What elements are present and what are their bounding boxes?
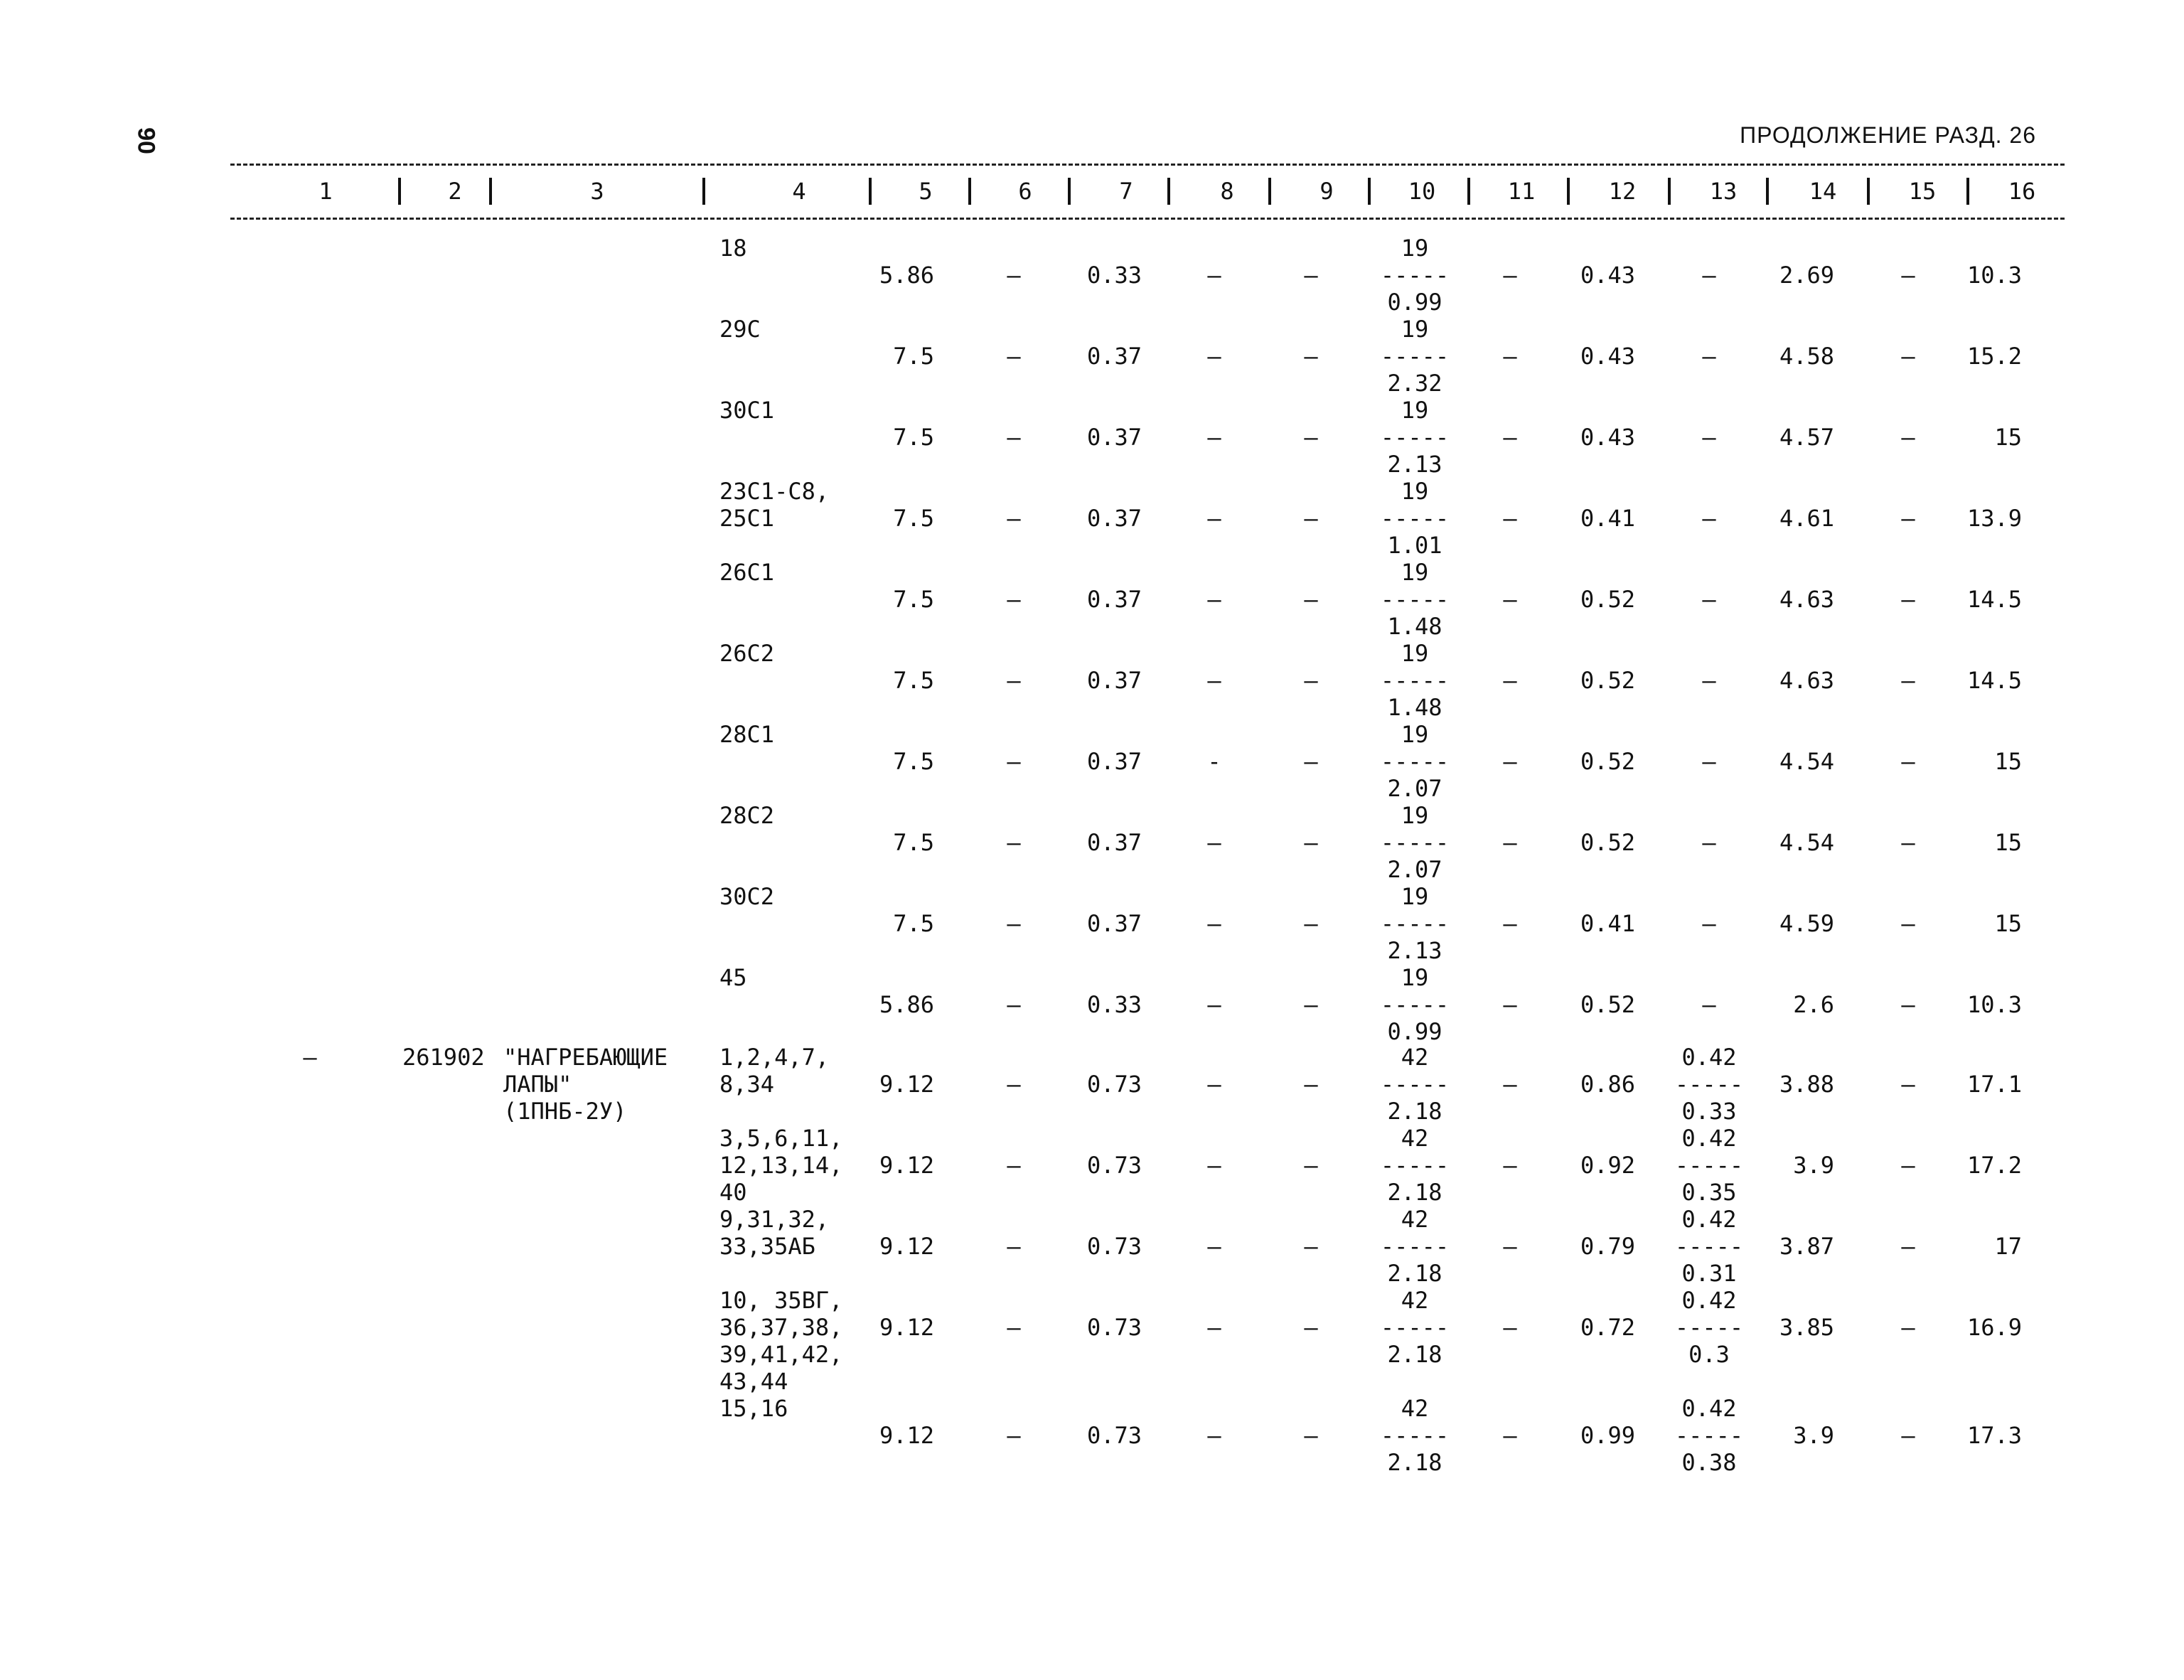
cell-col-15: – xyxy=(1901,667,1915,694)
fraction-bar: ----- xyxy=(1380,1422,1450,1449)
fraction-denominator: 2.18 xyxy=(1387,1341,1442,1368)
cell-col-12: 0.52 xyxy=(1580,991,1635,1018)
cell-col-8: – xyxy=(1207,1071,1221,1098)
fraction-denominator: 2.18 xyxy=(1387,1179,1442,1206)
column-header-9: 9 xyxy=(1320,178,1334,205)
item-number-line: 8,34 xyxy=(719,1071,775,1098)
cell-col-12: 0.92 xyxy=(1580,1152,1635,1179)
group-code: 261902 xyxy=(402,1044,485,1071)
cell-col-15: – xyxy=(1901,262,1915,289)
cell-col-13: – xyxy=(1702,586,1716,613)
cell-col-11: – xyxy=(1503,1233,1517,1260)
cell-col-11: – xyxy=(1503,424,1517,451)
fraction-numerator: 19 xyxy=(1401,478,1429,505)
fraction-bar: ----- xyxy=(1380,586,1450,613)
cell-col-9: – xyxy=(1304,991,1318,1018)
fraction-numerator: 19 xyxy=(1401,964,1429,991)
header-bottom-rule xyxy=(230,218,2065,220)
fraction-bar: ----- xyxy=(1380,1152,1450,1179)
cell-col-9: – xyxy=(1304,1152,1318,1179)
cell-col-8: – xyxy=(1207,1152,1221,1179)
fraction-numerator: 0.42 xyxy=(1681,1125,1737,1152)
cell-col-16: 10.3 xyxy=(1966,991,2022,1018)
cell-col-12: 0.52 xyxy=(1580,586,1635,613)
cell-col-15: – xyxy=(1901,1071,1915,1098)
cell-col-5: 9.12 xyxy=(879,1314,934,1341)
cell-col-15: – xyxy=(1901,748,1915,775)
cell-col-11: – xyxy=(1503,667,1517,694)
cell-col-7: 0.37 xyxy=(1086,910,1142,937)
cell-col-14: 2.69 xyxy=(1779,262,1834,289)
cell-col-12: 0.99 xyxy=(1580,1422,1635,1449)
fraction-denominator: 0.99 xyxy=(1387,1018,1442,1045)
cell-col-5: 9.12 xyxy=(879,1071,934,1098)
cell-col-7: 0.73 xyxy=(1086,1422,1142,1449)
cell-col-7: 0.73 xyxy=(1086,1314,1142,1341)
cell-col-12: 0.52 xyxy=(1580,667,1635,694)
fraction-bar: ----- xyxy=(1674,1071,1744,1098)
fraction-bar: ----- xyxy=(1380,991,1450,1018)
cell-col-6: – xyxy=(1007,748,1021,775)
cell-col-9: – xyxy=(1304,829,1318,856)
cell-col-11: – xyxy=(1503,748,1517,775)
fraction-numerator: 19 xyxy=(1401,316,1429,343)
cell-col-14: 4.54 xyxy=(1779,748,1834,775)
column-separator xyxy=(1167,178,1170,205)
cell-col-7: 0.37 xyxy=(1086,667,1142,694)
cell-col-7: 0.37 xyxy=(1086,343,1142,370)
column-header-5: 5 xyxy=(919,178,933,205)
cell-col-12: 0.41 xyxy=(1580,910,1635,937)
cell-col-16: 13.9 xyxy=(1966,505,2022,532)
fraction-bar: ----- xyxy=(1674,1422,1744,1449)
item-number-line: 26С2 xyxy=(719,640,775,667)
cell-col-7: 0.33 xyxy=(1086,262,1142,289)
cell-col-7: 0.37 xyxy=(1086,586,1142,613)
column-separator xyxy=(1766,178,1769,205)
fraction-denominator: 2.13 xyxy=(1387,937,1442,964)
cell-col-8: – xyxy=(1207,424,1221,451)
group-title-line-2: ЛАПЫ" xyxy=(503,1071,572,1098)
item-number-line: 25С1 xyxy=(719,505,775,532)
cell-col-6: – xyxy=(1007,1152,1021,1179)
cell-col-6: – xyxy=(1007,505,1021,532)
column-separator xyxy=(1867,178,1870,205)
column-separator xyxy=(1268,178,1271,205)
cell-col-7: 0.73 xyxy=(1086,1152,1142,1179)
cell-col-7: 0.73 xyxy=(1086,1233,1142,1260)
item-number-line: 23С1-С8, xyxy=(719,478,830,505)
column-header-13: 13 xyxy=(1709,178,1738,205)
column-header-8: 8 xyxy=(1220,178,1234,205)
cell-col-9: – xyxy=(1304,424,1318,451)
item-number-line: 45 xyxy=(719,964,747,991)
fraction-denominator: 2.07 xyxy=(1387,856,1442,883)
cell-col-5: 7.5 xyxy=(893,829,934,856)
column-separator xyxy=(398,178,401,205)
group-title-line-3: (1ПНБ-2У) xyxy=(503,1098,627,1125)
fraction-numerator: 19 xyxy=(1401,559,1429,586)
cell-col-5: 9.12 xyxy=(879,1422,934,1449)
cell-col-9: – xyxy=(1304,586,1318,613)
item-number-line: 15,16 xyxy=(719,1395,788,1422)
cell-col-15: – xyxy=(1901,1233,1915,1260)
fraction-bar: ----- xyxy=(1380,910,1450,937)
fraction-bar: ----- xyxy=(1380,343,1450,370)
fraction-bar: ----- xyxy=(1380,424,1450,451)
cell-col-14: 2.6 xyxy=(1793,991,1834,1018)
cell-col-16: 14.5 xyxy=(1966,586,2022,613)
cell-col-5: 9.12 xyxy=(879,1152,934,1179)
cell-col-16: 14.5 xyxy=(1966,667,2022,694)
fraction-bar: ----- xyxy=(1380,262,1450,289)
item-number-line: 40 xyxy=(719,1179,747,1206)
column-header-4: 4 xyxy=(792,178,806,205)
cell-col-13: – xyxy=(1702,667,1716,694)
cell-col-16: 15 xyxy=(1994,910,2022,937)
column-separator xyxy=(1567,178,1570,205)
fraction-numerator: 19 xyxy=(1401,802,1429,829)
fraction-bar: ----- xyxy=(1380,1071,1450,1098)
cell-col-6: – xyxy=(1007,991,1021,1018)
cell-col-7: 0.37 xyxy=(1086,748,1142,775)
cell-col-12: 0.43 xyxy=(1580,424,1635,451)
cell-col-14: 4.57 xyxy=(1779,424,1834,451)
cell-col-5: 7.5 xyxy=(893,424,934,451)
cell-col-15: – xyxy=(1901,424,1915,451)
cell-col-11: – xyxy=(1503,1314,1517,1341)
cell-col-8: – xyxy=(1207,505,1221,532)
fraction-denominator: 1.01 xyxy=(1387,532,1442,559)
fraction-denominator: 0.99 xyxy=(1387,289,1442,316)
cell-col-8: – xyxy=(1207,829,1221,856)
fraction-bar: ----- xyxy=(1380,1233,1450,1260)
cell-col-16: 17 xyxy=(1994,1233,2022,1260)
fraction-denominator: 0.33 xyxy=(1681,1098,1737,1125)
column-separator xyxy=(702,178,705,205)
cell-col-16: 17.3 xyxy=(1966,1422,2022,1449)
fraction-numerator: 19 xyxy=(1401,397,1429,424)
item-number-line: 30С1 xyxy=(719,397,775,424)
cell-col-15: – xyxy=(1901,505,1915,532)
cell-col-11: – xyxy=(1503,1071,1517,1098)
cell-col-14: 3.88 xyxy=(1779,1071,1834,1098)
item-number-line: 39,41,42, xyxy=(719,1341,843,1368)
fraction-denominator: 0.3 xyxy=(1688,1341,1730,1368)
fraction-numerator: 0.42 xyxy=(1681,1044,1737,1071)
cell-col-7: 0.37 xyxy=(1086,424,1142,451)
cell-col-6: – xyxy=(1007,910,1021,937)
cell-col-15: – xyxy=(1901,1152,1915,1179)
fraction-numerator: 42 xyxy=(1401,1395,1429,1422)
column-header-14: 14 xyxy=(1809,178,1837,205)
fraction-numerator: 0.42 xyxy=(1681,1287,1737,1314)
cell-col-8: – xyxy=(1207,667,1221,694)
header-top-rule xyxy=(230,164,2065,166)
cell-col-9: – xyxy=(1304,262,1318,289)
column-separator xyxy=(489,178,492,205)
cell-col-11: – xyxy=(1503,991,1517,1018)
cell-col-16: 15 xyxy=(1994,748,2022,775)
section-title: ПРОДОЛЖЕНИЕ РАЗД. 26 xyxy=(1740,122,2036,148)
cell-col-11: – xyxy=(1503,1422,1517,1449)
cell-col-6: – xyxy=(1007,1314,1021,1341)
fraction-bar: ----- xyxy=(1674,1314,1744,1341)
fraction-denominator: 2.18 xyxy=(1387,1260,1442,1287)
cell-col-13: – xyxy=(1702,991,1716,1018)
column-header-12: 12 xyxy=(1608,178,1637,205)
cell-col-7: 0.33 xyxy=(1086,991,1142,1018)
cell-col-14: 4.63 xyxy=(1779,586,1834,613)
fraction-bar: ----- xyxy=(1380,505,1450,532)
column-separator xyxy=(1966,178,1969,205)
fraction-denominator: 0.38 xyxy=(1681,1449,1737,1476)
fraction-denominator: 1.48 xyxy=(1387,613,1442,640)
fraction-numerator: 19 xyxy=(1401,235,1429,262)
cell-col-13: – xyxy=(1702,505,1716,532)
cell-col-9: – xyxy=(1304,343,1318,370)
cell-col-7: 0.37 xyxy=(1086,829,1142,856)
item-number-line: 26С1 xyxy=(719,559,775,586)
cell-col-12: 0.86 xyxy=(1580,1071,1635,1098)
cell-col-13: – xyxy=(1702,748,1716,775)
fraction-numerator: 19 xyxy=(1401,721,1429,748)
cell-col-16: 15 xyxy=(1994,829,2022,856)
fraction-numerator: 42 xyxy=(1401,1206,1429,1233)
cell-col-5: 5.86 xyxy=(879,991,934,1018)
item-number-line: 43,44 xyxy=(719,1368,788,1395)
cell-col-9: – xyxy=(1304,1422,1318,1449)
fraction-denominator: 2.32 xyxy=(1387,370,1442,397)
cell-col-9: – xyxy=(1304,1314,1318,1341)
cell-col-6: – xyxy=(1007,424,1021,451)
column-header-11: 11 xyxy=(1507,178,1536,205)
cell-col-14: 3.9 xyxy=(1793,1152,1834,1179)
cell-col-16: 17.1 xyxy=(1966,1071,2022,1098)
cell-col-11: – xyxy=(1503,505,1517,532)
cell-col-6: – xyxy=(1007,343,1021,370)
cell-col-11: – xyxy=(1503,262,1517,289)
fraction-denominator: 2.07 xyxy=(1387,775,1442,802)
cell-col-6: – xyxy=(1007,667,1021,694)
cell-col-8: – xyxy=(1207,1314,1221,1341)
cell-col-9: – xyxy=(1304,505,1318,532)
item-number-line: 28С2 xyxy=(719,802,775,829)
cell-col-5: 7.5 xyxy=(893,586,934,613)
cell-col-9: – xyxy=(1304,910,1318,937)
cell-col-12: 0.43 xyxy=(1580,343,1635,370)
cell-col-6: – xyxy=(1007,262,1021,289)
item-number-line: 29С xyxy=(719,316,761,343)
cell-col-6: – xyxy=(1007,586,1021,613)
cell-col-14: 4.58 xyxy=(1779,343,1834,370)
fraction-numerator: 42 xyxy=(1401,1044,1429,1071)
cell-col-11: – xyxy=(1503,829,1517,856)
fraction-numerator: 42 xyxy=(1401,1287,1429,1314)
cell-col-6: – xyxy=(1007,829,1021,856)
cell-col-9: – xyxy=(1304,1071,1318,1098)
group-title-line-1: "НАГРЕБАЮЩИЕ xyxy=(503,1044,668,1071)
item-number-line: 28С1 xyxy=(719,721,775,748)
cell-col-14: 3.87 xyxy=(1779,1233,1834,1260)
cell-col-15: – xyxy=(1901,910,1915,937)
fraction-bar: ----- xyxy=(1674,1233,1744,1260)
cell-col-16: 17.2 xyxy=(1966,1152,2022,1179)
cell-col-11: – xyxy=(1503,910,1517,937)
cell-col-9: – xyxy=(1304,748,1318,775)
cell-col-5: 7.5 xyxy=(893,910,934,937)
cell-col-13: – xyxy=(1702,910,1716,937)
item-number-line: 9,31,32, xyxy=(719,1206,830,1233)
column-header-2: 2 xyxy=(448,178,462,205)
fraction-numerator: 0.42 xyxy=(1681,1206,1737,1233)
cell-col-16: 10.3 xyxy=(1966,262,2022,289)
cell-col-16: 15 xyxy=(1994,424,2022,451)
item-number-line: 10, 35ВГ, xyxy=(719,1287,843,1314)
cell-col-5: 7.5 xyxy=(893,505,934,532)
cell-col-14: 4.59 xyxy=(1779,910,1834,937)
cell-col-8: – xyxy=(1207,343,1221,370)
cell-col-6: – xyxy=(1007,1071,1021,1098)
cell-col-12: 0.52 xyxy=(1580,829,1635,856)
column-separator xyxy=(1368,178,1371,205)
cell-col-6: – xyxy=(1007,1422,1021,1449)
cell-col-15: – xyxy=(1901,586,1915,613)
column-separator xyxy=(968,178,971,205)
cell-col-14: 4.54 xyxy=(1779,829,1834,856)
cell-col-12: 0.79 xyxy=(1580,1233,1635,1260)
cell-col-6: – xyxy=(1007,1233,1021,1260)
cell-col-13: – xyxy=(1702,424,1716,451)
cell-col-15: – xyxy=(1901,991,1915,1018)
column-header-3: 3 xyxy=(590,178,604,205)
fraction-numerator: 42 xyxy=(1401,1125,1429,1152)
cell-col-8: – xyxy=(1207,991,1221,1018)
fraction-bar: ----- xyxy=(1380,829,1450,856)
cell-col-12: 0.52 xyxy=(1580,748,1635,775)
cell-col-7: 0.37 xyxy=(1086,505,1142,532)
cell-col-5: 7.5 xyxy=(893,343,934,370)
cell-col-13: – xyxy=(1702,343,1716,370)
column-header-1: 1 xyxy=(318,178,333,205)
column-separator xyxy=(1668,178,1671,205)
column-separator xyxy=(1068,178,1071,205)
fraction-denominator: 0.31 xyxy=(1681,1260,1737,1287)
cell-col-5: 7.5 xyxy=(893,667,934,694)
fraction-denominator: 0.35 xyxy=(1681,1179,1737,1206)
column-header-15: 15 xyxy=(1908,178,1937,205)
cell-col-12: 0.72 xyxy=(1580,1314,1635,1341)
cell-col-5: 7.5 xyxy=(893,748,934,775)
column-header-6: 6 xyxy=(1018,178,1032,205)
column-header-16: 16 xyxy=(2008,178,2036,205)
cell-col-9: – xyxy=(1304,667,1318,694)
fraction-bar: ----- xyxy=(1380,1314,1450,1341)
fraction-bar: ----- xyxy=(1380,667,1450,694)
item-number-line: 36,37,38, xyxy=(719,1314,843,1341)
cell-col-8: – xyxy=(1207,586,1221,613)
cell-col-11: – xyxy=(1503,343,1517,370)
item-number-line: 33,35АБ xyxy=(719,1233,815,1260)
column-separator xyxy=(869,178,872,205)
group-col1: – xyxy=(303,1044,317,1071)
cell-col-12: 0.43 xyxy=(1580,262,1635,289)
cell-col-9: – xyxy=(1304,1233,1318,1260)
cell-col-8: – xyxy=(1207,1233,1221,1260)
page-number: 90 xyxy=(132,127,160,154)
cell-col-12: 0.41 xyxy=(1580,505,1635,532)
cell-col-8: – xyxy=(1207,910,1221,937)
fraction-numerator: 0.42 xyxy=(1681,1395,1737,1422)
fraction-denominator: 2.13 xyxy=(1387,451,1442,478)
cell-col-16: 16.9 xyxy=(1966,1314,2022,1341)
fraction-bar: ----- xyxy=(1674,1152,1744,1179)
item-number-line: 18 xyxy=(719,235,747,262)
cell-col-14: 3.9 xyxy=(1793,1422,1834,1449)
fraction-denominator: 2.18 xyxy=(1387,1098,1442,1125)
item-number-line: 30С2 xyxy=(719,883,775,910)
cell-col-15: – xyxy=(1901,1314,1915,1341)
item-number-line: 1,2,4,7, xyxy=(719,1044,830,1071)
cell-col-8: - xyxy=(1207,748,1221,775)
cell-col-14: 4.61 xyxy=(1779,505,1834,532)
cell-col-5: 5.86 xyxy=(879,262,934,289)
cell-col-8: – xyxy=(1207,262,1221,289)
fraction-numerator: 19 xyxy=(1401,883,1429,910)
item-number-line: 3,5,6,11, xyxy=(719,1125,843,1152)
cell-col-14: 4.63 xyxy=(1779,667,1834,694)
column-header-7: 7 xyxy=(1119,178,1133,205)
cell-col-5: 9.12 xyxy=(879,1233,934,1260)
cell-col-7: 0.73 xyxy=(1086,1071,1142,1098)
cell-col-15: – xyxy=(1901,1422,1915,1449)
cell-col-8: – xyxy=(1207,1422,1221,1449)
column-header-10: 10 xyxy=(1408,178,1436,205)
cell-col-11: – xyxy=(1503,1152,1517,1179)
fraction-bar: ----- xyxy=(1380,748,1450,775)
cell-col-13: – xyxy=(1702,829,1716,856)
cell-col-14: 3.85 xyxy=(1779,1314,1834,1341)
column-separator xyxy=(1467,178,1470,205)
cell-col-13: – xyxy=(1702,262,1716,289)
cell-col-11: – xyxy=(1503,586,1517,613)
item-number-line: 12,13,14, xyxy=(719,1152,843,1179)
fraction-numerator: 19 xyxy=(1401,640,1429,667)
cell-col-16: 15.2 xyxy=(1966,343,2022,370)
fraction-denominator: 1.48 xyxy=(1387,694,1442,721)
fraction-denominator: 2.18 xyxy=(1387,1449,1442,1476)
cell-col-15: – xyxy=(1901,829,1915,856)
cell-col-15: – xyxy=(1901,343,1915,370)
column-header-row xyxy=(230,175,2065,209)
